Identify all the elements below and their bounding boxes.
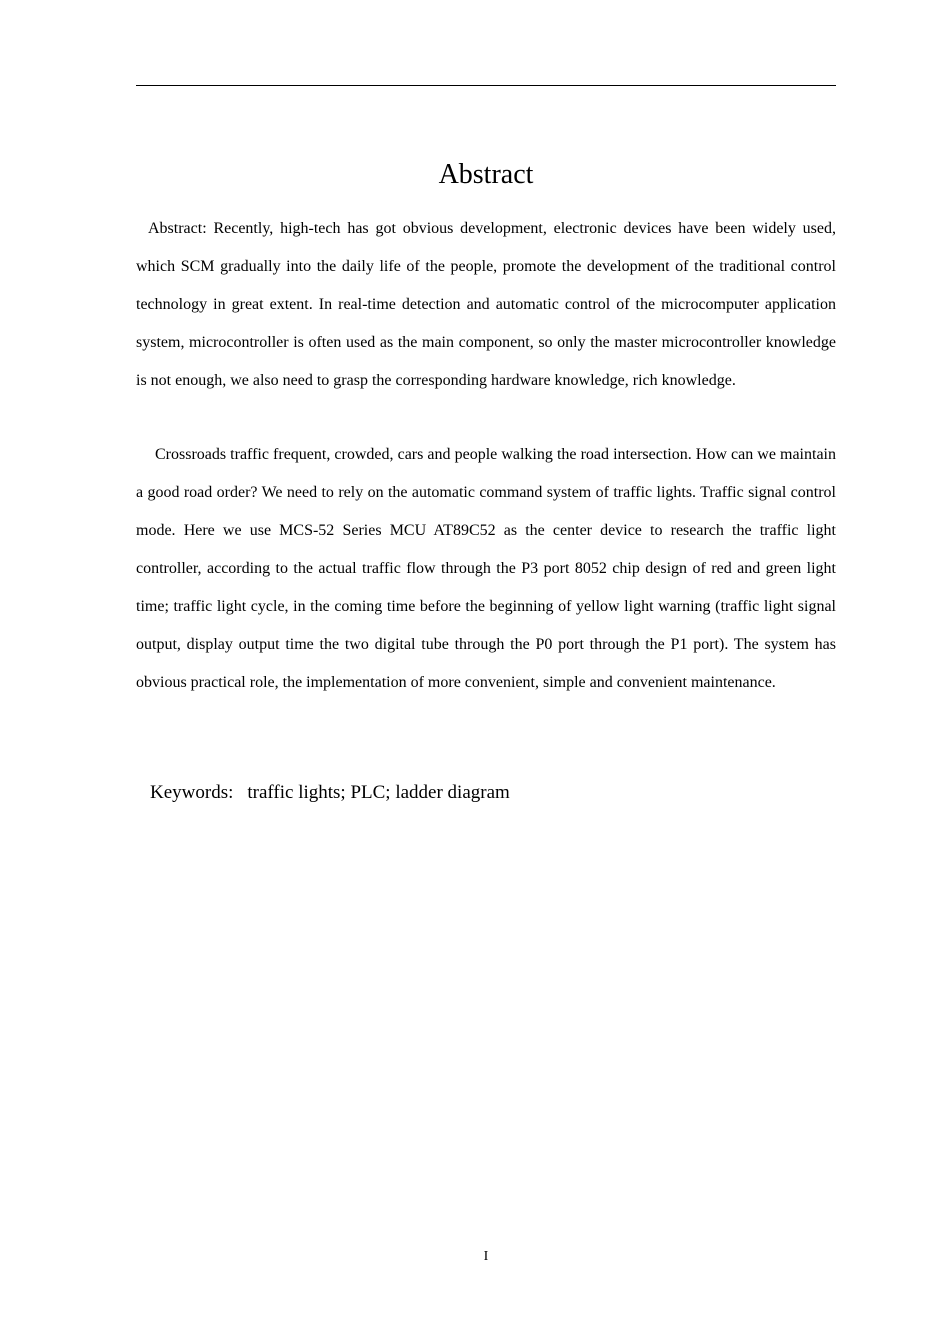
page-number: I [483,1249,489,1264]
header-rule [136,85,836,86]
keywords-label: Keywords: [150,782,234,803]
abstract-paragraph-2: Crossroads traffic frequent, crowded, cars and people walking the road intersection. How can we maintain a good road order? We need to rely on the automatic command system of traffic lights. Traffic signal control mode. Here we use MCS-52 Series MCU AT89C52 as the center device to research the traffic light controller, according to the actual traffic flow through the P3 port 8052 chip design of red and green light time; traffic light cycle, in the coming time before the beginning of yellow light warning (traffic light signal output, display output time the two digital tube through the P0 port through the P1 port). The system has obvious practical role, the implementation of more convenient, simple and convenient maintenance. [136,446,836,691]
keywords-value: traffic lights; PLC; ladder diagram [247,782,510,803]
abstract-paragraph-1: Abstract: Recently, high-tech has got obvious development, electronic devices have been widely used, which SCM gradually into the daily life of the people, promote the development of the traditional control technology in great extent. In real-time detection and automatic control of the microcomputer application system, microcontroller is often used as the main component, so only the master microcontroller knowledge is not enough, we also need to grasp the corresponding hardware knowledge, rich knowledge. [136,220,836,389]
keywords-line [150,779,510,807]
page-title: Abstract [438,159,534,190]
